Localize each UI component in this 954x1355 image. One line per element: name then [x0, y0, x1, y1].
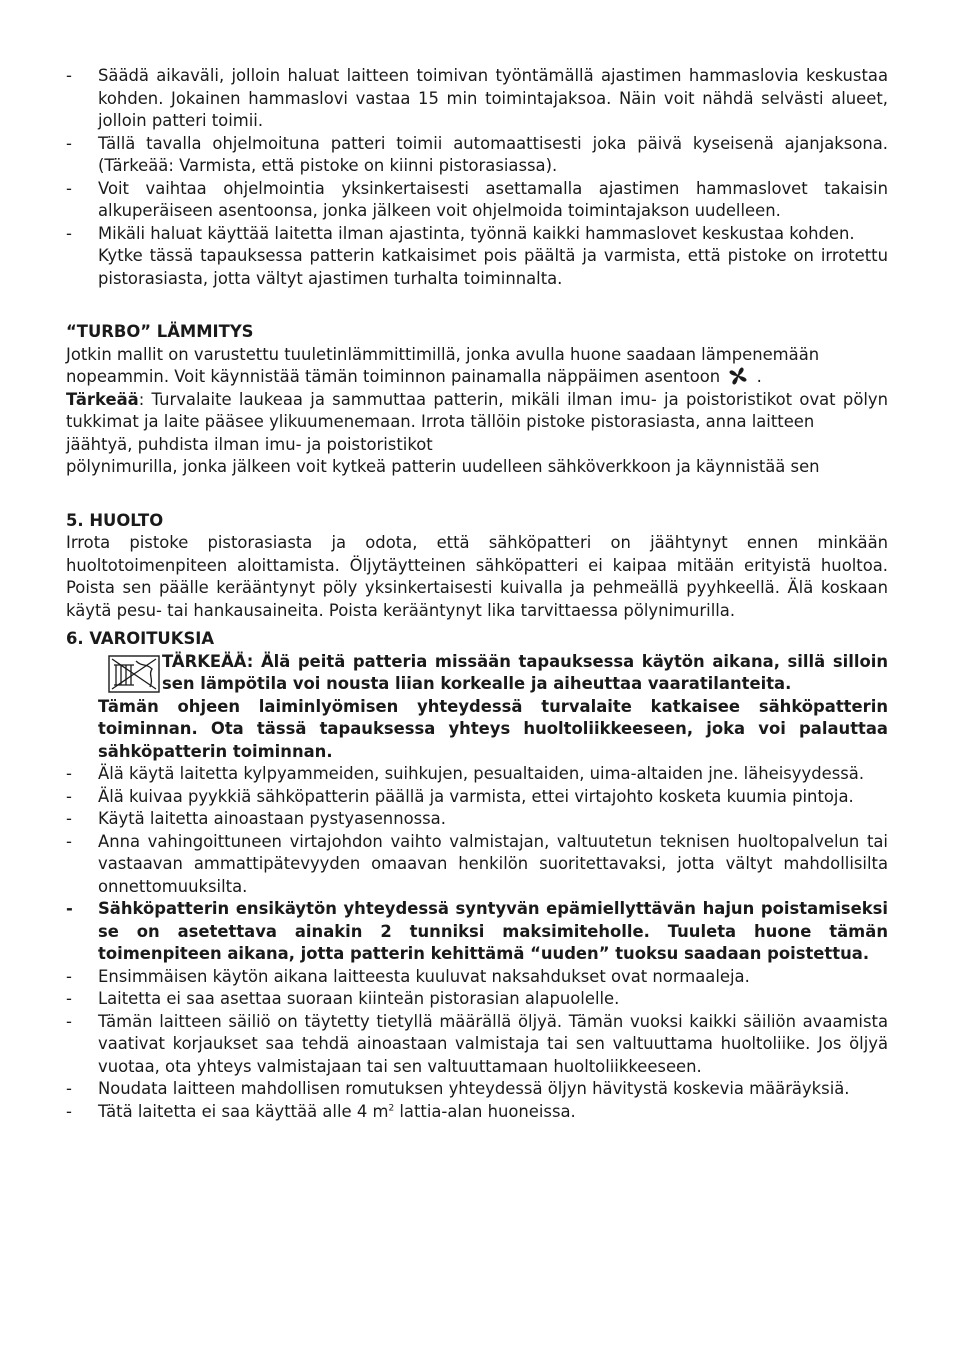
superscript: 2: [388, 1103, 395, 1114]
list-item-text: Tätä laitetta ei saa käyttää alle 4 m: [98, 1101, 389, 1121]
list-item-text: Laitetta ei saa asettaa suoraan kiinteän pistorasian alapuolelle.: [98, 989, 620, 1008]
list-item: [66, 1011, 888, 1079]
list-item-text: Voit vaihtaa ohjelmointia yksinkertaisesti asettamalla ajastimen hammaslovet takaisin alkuperäiseen asentoonsa, jonka jälkeen voit ohjelmoida toimintajakson uudelleen.: [98, 178, 888, 220]
list-item-text: Tämän laitteen säiliö on täytetty tietyllä määrällä öljyä. Tämän vuoksi kaikki säiliön avaamista vaativat korjaukset saa tehdä ainoastaan valmistaja tai sen valtuuttama huoltoliike. Jos öljyä vuotaa, ota yhteys valmistajaan tai sen valtuuttamaan huoltoliikkeeseen.: [98, 1011, 888, 1076]
turbo-section: [66, 321, 888, 479]
list-item: [66, 65, 888, 133]
list-item: [66, 223, 888, 246]
list-dash: -: [66, 1079, 72, 1098]
turbo-text-line-1: Jotkin mallit on varustettu tuuletinlämmittimillä, jonka avulla huone saadaan lämpenemään: [66, 344, 820, 364]
turbo-important-line-3: pölynimurilla, jonka jälkeen voit kytkeä patterin uudelleen sähköverkkoon ja käynnistää sen: [66, 457, 820, 476]
list-dash: -: [66, 764, 72, 783]
do-not-cover-icon: [108, 655, 160, 693]
turbo-important: [66, 389, 888, 434]
list-item-text: Anna vahingoittuneen virtajohdon vaihto valmistajan, valtuutetun teknisen huoltopalvelun tai vastaavan ammattipätevyyden omaavan henkilön suoritettavaksi, jotta vältyt mahdollisilta onnettomuuksilta.: [98, 831, 888, 896]
list-dash: -: [66, 831, 72, 851]
important-text: : Turvalaite laukeaa ja sammuttaa patterin, mikäli ilman imu- ja poistoristikot ovat pölyn tukkimat ja laite pääsee ylikuumenemaan. Irrota tällöin pistoke pistorasiasta, anna laitteen: [66, 389, 888, 431]
list-item-text: Mikäli haluat käyttää laitetta ilman ajastinta, työnnä kaikki hammaslovet keskustaa kohden.: [98, 223, 855, 243]
important-label: Tärkeää: [66, 389, 139, 409]
list-dash: -: [66, 178, 72, 198]
warnings-section: [66, 628, 888, 1123]
warnings-list: [66, 763, 888, 1123]
maintenance-section: [66, 510, 888, 623]
list-dash: -: [66, 989, 72, 1008]
list-dash: -: [66, 66, 72, 85]
section-heading-turbo: “TURBO” LÄMMITYS: [66, 322, 254, 341]
list-dash: -: [66, 966, 72, 986]
list-dash: -: [66, 899, 73, 918]
list-item: [66, 133, 888, 178]
warning-bold-note: Tämän ohjeen laiminlyömisen yhteydessä turvalaite katkaisee sähköpatterin toiminnan. Ota tässä tapauksessa yhteys huoltoliikkeeseen, joka voi palauttaa sähköpatterin toiminnan.: [98, 696, 888, 761]
list-dash: -: [66, 1101, 72, 1121]
list-item-text: Ensimmäisen käytön aikana laitteesta kuuluvat naksahdukset ovat normaaleja.: [98, 966, 750, 986]
turbo-text: nopeammin. Voit käynnistää tämän toiminnon painamalla näppäimen asentoon: [66, 367, 721, 386]
section-heading-maintenance: 5. HUOLTO: [66, 510, 164, 530]
list-item: [66, 988, 888, 1011]
list-item: [66, 808, 888, 831]
fan-icon: [725, 366, 751, 386]
list-item-text: Älä käytä laitetta kylpyammeiden, suihkujen, pesualtaiden, uima-altaiden jne. läheisyydessä.: [98, 764, 865, 783]
warning-boxed-text: TÄRKEÄÄ: Älä peitä patteria missään tapauksessa käytön aikana, sillä silloin sen lämpötila voi nousta liian korkealle ja aiheuttaa vaaratilanteita.: [162, 651, 888, 693]
list-item-text: Käytä laitetta ainoastaan pystyasennossa.: [98, 809, 446, 828]
turbo-text-line-2: [66, 366, 888, 389]
list-item-text: Noudata laitteen mahdollisen romutuksen yhteydessä öljyn hävitystä koskevia määräyksiä.: [98, 1079, 850, 1098]
document-page: [66, 65, 888, 1123]
timer-instructions-list: [66, 65, 888, 290]
list-item: [66, 1101, 888, 1124]
section-heading-warnings: 6. VAROITUKSIA: [66, 629, 215, 648]
list-item-text: Tällä tavalla ohjelmoituna patteri toimii automaattisesti joka päivä kyseisenä ajanjaksona. (Tärkeää: Varmista, että pistoke on kiinni pistorasiassa).: [98, 133, 888, 175]
list-item-text: Säädä aikaväli, jolloin haluat laitteen toimivan työntämällä ajastimen hammaslovia keskustaa kohden. Jokainen hammaslovi vastaa 15 min toimintajaksoa. Näin voit nähdä selvästi alueet, jolloin patteri toimii.: [98, 66, 888, 130]
list-dash: -: [66, 133, 72, 153]
list-item: [66, 1078, 888, 1101]
list-item-text-end: lattia-alan huoneissa.: [394, 1101, 576, 1121]
list-item: [66, 898, 888, 966]
timer-continuation: Kytke tässä tapauksessa patterin katkaisimet pois päältä ja varmista, että pistoke on irrotettu pistorasiasta, jotta vältyt ajastimen turhalta toiminnalta.: [98, 246, 888, 288]
list-item: [66, 831, 888, 899]
list-item-text: Älä kuivaa pyykkiä sähköpatterin päällä ja varmista, ettei virtajohto kosketa kuumia pintoja.: [98, 786, 854, 806]
warning-boxed: [66, 651, 888, 696]
list-item: [66, 786, 888, 809]
list-item: [66, 178, 888, 223]
turbo-important-line-2: jäähtyä, puhdista ilman imu- ja poistoristikot: [66, 434, 433, 454]
list-item-text: Sähköpatterin ensikäytön yhteydessä syntyvän epämiellyttävän hajun poistamiseksi se on asetettava ainakin 2 tunniksi maksimiteholle. Tuuleta huone tämän toimenpiteen aikana, jotta patterin kehittämä “uuden” tuoksu saadaan poistettua.: [98, 899, 888, 963]
list-item: [66, 763, 888, 786]
list-dash: -: [66, 1011, 72, 1031]
maintenance-text: Irrota pistoke pistorasiasta ja odota, että sähköpatteri on jäähtynyt ennen minkään huoltotoimenpiteen aloittamista. Öljytäytteinen sähköpatteri ei kaipaa mitään erityistä huoltoa. Poista sen päälle kerääntynyt pöly yksinkertaisesti kuivalla ja pehmeällä pyyhkeellä. Älä koskaan käytä pesu- tai hankausaineita. Poista kerääntynyt lika tarvittaessa pölynimurilla.: [66, 533, 888, 620]
list-dash: -: [66, 809, 72, 828]
list-dash: -: [66, 786, 72, 806]
turbo-text-end: .: [756, 367, 762, 386]
list-dash: -: [66, 223, 72, 243]
list-item: [66, 966, 888, 989]
